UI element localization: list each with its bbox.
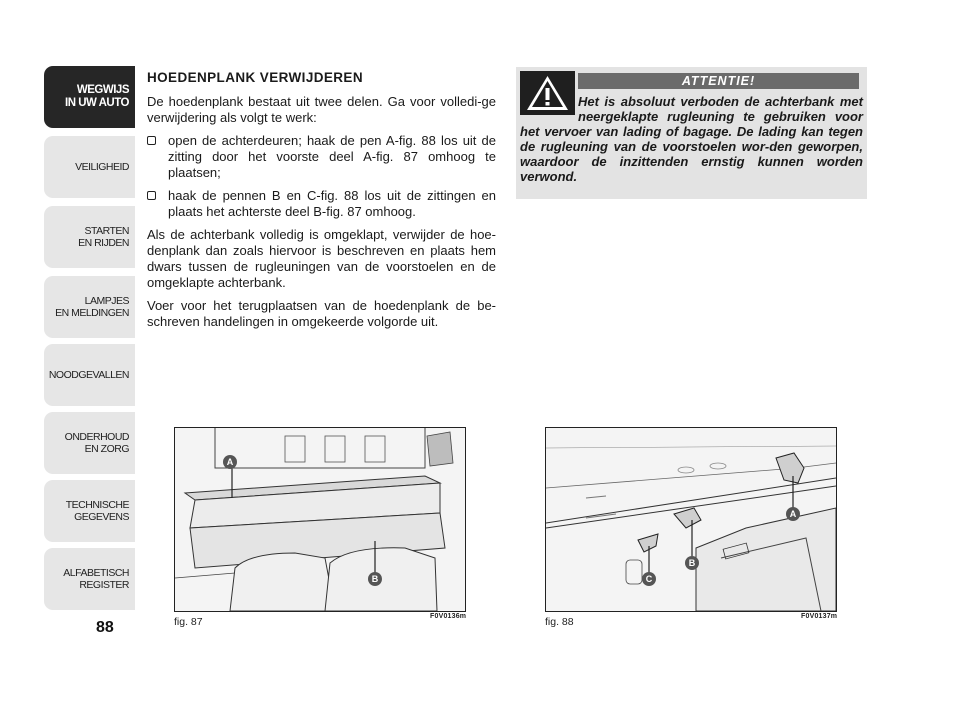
tab-lampjes[interactable]: LAMPJES EN MELDINGEN [44,276,135,338]
figure-88-caption: fig. 88 [545,616,574,628]
svg-text:B: B [371,574,379,584]
bullet-item [147,133,496,181]
figure-88-code: F0V0137m [801,613,838,620]
tab-noodgevallen[interactable]: NOODGEVALLEN [44,344,135,406]
tab-alfabetisch[interactable]: ALFABETISCH REGISTER [44,548,135,610]
figure-87-code: F0V0136m [430,613,467,620]
body-paragraph: Als de achterbank volledig is omgeklapt, verwijder de hoe-denplank dan zoals hiervoor is beschreven en plaats hem dwars tussen de rugleuningen van de voorstoelen en de omgeklapte achterbank. [147,227,496,290]
tab-technische[interactable]: TECHNISCHE GEGEVENS [44,480,135,542]
body-paragraph: Voer voor het terugplaatsen van de hoedenplank de be-schreven handelingen in omgekeerde volgorde uit. [147,298,496,329]
section-heading: HOEDENPLANK VERWIJDEREN [147,70,363,85]
callout-b [367,571,383,587]
bullet-text: open de achterdeuren; haak de pen A-fig. 88 los uit de zitting door het voorste deel A-fig. 87 omhoog te plaatsen; [168,133,496,180]
callout-c [641,571,657,587]
tab-starten[interactable]: STARTEN EN RIJDEN [44,206,135,268]
figure-87-image [174,427,466,612]
warning-text-block [520,94,863,184]
callout-a [785,506,801,522]
page-number: 88 [96,619,114,636]
figure-87-caption: fig. 87 [174,616,203,628]
callout-b [684,555,700,571]
checkbox-bullet-icon [147,191,156,200]
svg-text:B: B [688,558,696,568]
bullet-text: haak de pennen B en C-fig. 88 los uit de zittingen en plaats het achterste deel B-fig. 87 omhoog. [168,188,496,219]
checkbox-bullet-icon [147,136,156,145]
main-text-column [147,70,496,337]
callout-a [222,454,238,470]
warning-title: ATTENTIE! [578,73,859,89]
svg-text:A: A [226,457,234,467]
warning-box [516,67,867,199]
bullet-item [147,188,496,220]
tab-wegwijs[interactable]: WEGWIJS IN UW AUTO [44,66,135,128]
warning-text: Het is absoluut verboden de achterbank met neergeklapte rugleuning te gebruiken voor het vervoer van lading of bagage. De lading kan tegen de rugleuning van de voorstoelen wor-den geworpen, waardoor de inzittenden ernstig kunnen worden verwond. [520,94,863,184]
intro-paragraph: De hoedenplank bestaat uit twee delen. Ga voor volledi-ge verwijdering als volgt te werk: [147,94,496,125]
figure-88-image [545,427,837,612]
tab-veiligheid[interactable]: VEILIGHEID [44,136,135,198]
svg-text:C: C [645,574,653,584]
tab-onderhoud[interactable]: ONDERHOUD EN ZORG [44,412,135,474]
svg-text:A: A [789,509,797,519]
